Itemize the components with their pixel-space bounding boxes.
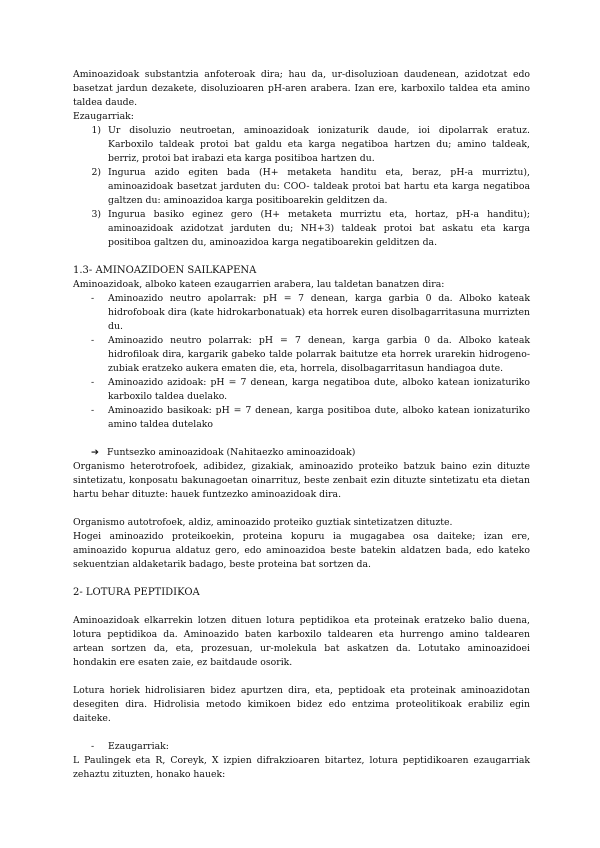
list-item [73, 166, 530, 208]
list-dash: - [91, 741, 95, 752]
intro-paragraph: Aminoazidoak substantzia anfoteroak dira; hau da, ur-disoluzioan daudenean, azidotzat edo basetzat jardun dezakete, disoluzioaren pH-aren arabera. Izan ere, karboxilo taldea eta amino taldea daude. [73, 69, 530, 108]
list-text: Ingurua basiko eginez gero (H+ metaketa murriztu eta, hortaz, pH-a handitu); aminoazidoak azidotzat jarduten du; NH+3) taldeak protoi bat askatu eta karga positiboa galtzen du, aminoazidoa karga negatiboarekin gelditzen da. [108, 209, 530, 248]
features-label: Ezaugarriak: [108, 741, 169, 752]
pauling-corey-paragraph: L Paulingek eta R, Coreyk, X izpien difrakzioaren bitartez, lotura peptidikoaren ezaugarriak zehaztu zituzten, honako hauek: [73, 755, 530, 780]
features-label-item [73, 740, 530, 754]
ph-behaviour-list [73, 124, 530, 250]
section-heading-classification: 1.3- AMINOAZIDOEN SAILKAPENA [73, 265, 257, 276]
autotroph-paragraph: Organismo autotrofoek, aldiz, aminoazido proteiko guztiak sintetizatzen dituzte. [73, 517, 453, 528]
list-text: Aminoazido basikoak: pH = 7 denean, karga positiboa dute, alboko katean ionizaturiko amino taldea dutelako [108, 405, 530, 430]
list-text: Aminoazido neutro polarrak: pH = 7 denean, karga garbia 0 da. Alboko kateak hidrofiloak dira, kargarik gabeko talde polarrak baitutze eta horrek urarekin hidrogeno-zubiak eratzeko aukera ematen die, eta, horrela, disolbagarritasun handiagoa dute. [108, 335, 530, 374]
heterotroph-paragraph: Organismo heterotrofoek, adibidez, gizakiak, aminoazido proteiko batzuk baino ezin dituzte sintetizatu, konposatu bakunagoetan oinarrituz, beste zenbait ezin dituzte sintetizatu eta dietan hartu behar dituzte: hauek funtzezko aminoazidoak dira. [73, 461, 530, 500]
essential-aminoacids-subheading [73, 446, 530, 460]
list-number: 2) [91, 167, 101, 178]
list-number: 3) [91, 209, 101, 220]
peptide-bond-paragraph: Aminoazidoak elkarrekin lotzen dituen lotura peptidikoa eta proteinak eratzeko balio duena, lotura peptidikoa da. Aminoazido baten karboxilo taldearen eta hurrengo amino taldearen artean sortzen da, eta, prozesuan, ur-molekula bat askatzen da. Lotutako aminoazidoei hondakin ere esaten zaie, ez baitdaude osorik. [73, 615, 530, 668]
classification-intro: Aminoazidoak, alboko kateen ezaugarrien arabera, lau taldetan banatzen dira: [73, 279, 445, 290]
document-page [73, 68, 530, 782]
list-item [73, 124, 530, 166]
protein-variety-paragraph: Hogei aminoazido proteikoekin, proteina kopuru ia mugagabea osa daiteke; izan ere, aminoazido kopurua aldatuz gero, edo aminoazidoa beste batekin aldatzen bada, edo kateko sekuentzian aldaketarik badago, beste proteina bat sortzen da. [73, 531, 530, 570]
list-dash: - [91, 293, 95, 304]
list-item [73, 292, 530, 334]
arrow-icon: ➔ [91, 447, 99, 458]
list-dash: - [91, 377, 95, 388]
list-item [73, 334, 530, 376]
list-item [73, 376, 530, 404]
list-text: Aminoazido azidoak: pH = 7 denean, karga negatiboa dute, alboko katean ionizaturiko karboxilo taldea duelako. [108, 377, 530, 402]
list-item [73, 208, 530, 250]
list-number: 1) [91, 125, 101, 136]
classification-list [73, 292, 530, 432]
hydrolysis-paragraph: Lotura horiek hidrolisiaren bidez apurtzen dira, eta, peptidoak eta proteinak aminoazidotan desegiten dira. Hidrolisia metodo kimikoen bidez edo entzima proteolitikoak erabiliz egin daiteke. [73, 685, 530, 724]
list-text: Ur disoluzio neutroetan, aminoazidoak ionizaturik daude, ioi dipolarrak eratuz. Karboxilo taldeak protoi bat galdu eta karga negatiboa hartzen du; amino taldeak, berriz, protoi bat irabazi eta karga positiboa hartzen du. [108, 125, 530, 164]
list-dash: - [91, 335, 95, 346]
list-item [73, 404, 530, 432]
subheading-text: Funtsezko aminoazidoak (Nahitaezko aminoazidoak) [107, 447, 356, 458]
list-dash: - [91, 405, 95, 416]
section-heading-peptide-bond: 2- LOTURA PEPTIDIKOA [73, 587, 200, 598]
intro-label: Ezaugarriak: [73, 111, 134, 122]
list-text: Ingurua azido egiten bada (H+ metaketa handitu eta, beraz, pH-a murriztu), aminoazidoak basetzat jarduten du: COO- taldeak protoi bat hartu eta karga negatiboa galtzen du: aminoazidoa karga positiboarekin gelditzen da. [108, 167, 530, 206]
list-text: Aminoazido neutro apolarrak: pH = 7 denean, karga garbia 0 da. Alboko kateak hidrofoboak dira (kate hidrokarbonatuak) eta horrek euren disolbagarritasuna murrizten du. [108, 293, 530, 332]
